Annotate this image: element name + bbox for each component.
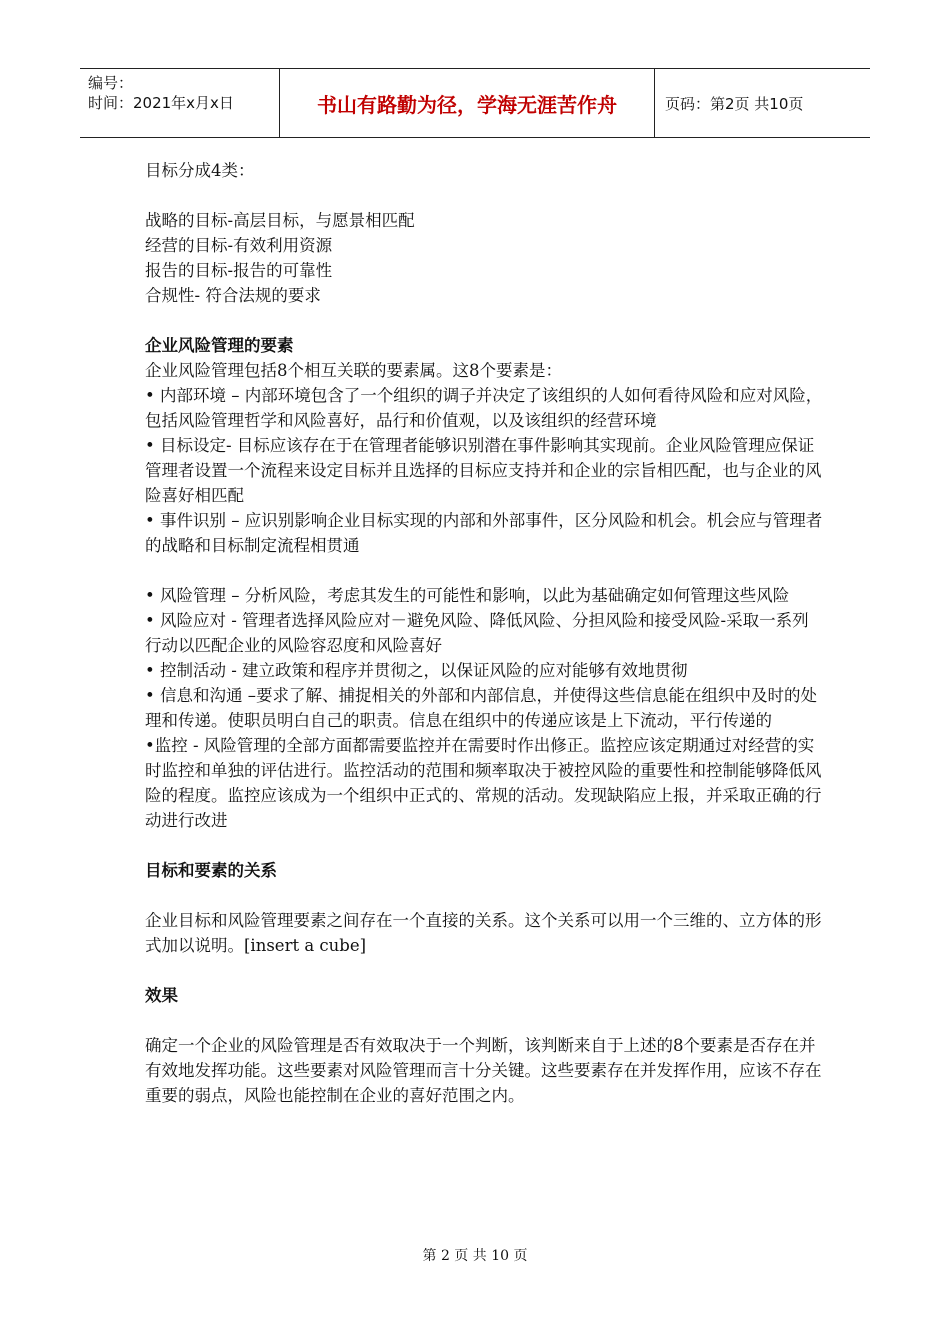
- number-label: 编号：: [88, 74, 134, 92]
- time-label: 时间：2021年x月x日: [88, 94, 234, 112]
- objective-item: 报告的目标-报告的可靠性: [145, 261, 333, 280]
- objective-item: 战略的目标-高层目标，与愿景相匹配: [145, 211, 415, 230]
- element-item: • 风险管理 – 分析风险，考虑其发生的可能性和影响，以此为基础确定如何管理这些风险: [145, 586, 790, 605]
- element-item: • 控制活动 - 建立政策和程序并贯彻之，以保证风险的应对能够有效地贯彻: [145, 661, 688, 680]
- objectives-intro: 目标分成4类：: [145, 161, 255, 180]
- document-body: [145, 158, 825, 1108]
- page-footer: 第 2 页 共 10 页: [422, 1248, 528, 1264]
- section-heading-elements: 企业风险管理的要素: [145, 336, 294, 355]
- section-heading-effect: 效果: [145, 986, 178, 1005]
- objective-item: 合规性- 符合法规的要求: [145, 286, 321, 305]
- header-meta: [80, 69, 280, 137]
- element-item: • 目标设定- 目标应该存在于在管理者能够识别潜在事件影响其实现前。企业风险管理应保证管理者设置一个流程来设定目标并且选择的目标应支持并和企业的宗旨相匹配，也与企业的风险喜好相匹配: [145, 436, 822, 505]
- elements-intro: 企业风险管理包括8个相互关联的要素属。这8个要素是：: [145, 361, 562, 380]
- element-item: • 事件识别 – 应识别影响企业目标实现的内部和外部事件，区分风险和机会。机会应与管理者的战略和目标制定流程相贯通: [145, 511, 823, 555]
- header-page-number: 页码：第2页 共10页: [665, 94, 804, 113]
- section-heading-relation: 目标和要素的关系: [145, 861, 277, 880]
- element-item: •监控 - 风险管理的全部方面都需要监控并在需要时作出修正。监控应该定期通过对经营的实时监控和单独的评估进行。监控活动的范围和频率取决于被控风险的重要性和控制能够降低风险的程度。监控应该成为一个组织中正式的、常规的活动。发现缺陷应上报，并采取正确的行动进行改进: [145, 736, 822, 830]
- element-item: • 信息和沟通 –要求了解、捕捉相关的外部和内部信息，并使得这些信息能在组织中及时的处理和传递。使职员明白自己的职责。信息在组织中的传递应该是上下流动，平行传递的: [145, 686, 817, 730]
- element-item: • 内部环境 – 内部环境包含了一个组织的调子并决定了该组织的人如何看待风险和应对风险，包括风险管理哲学和风险喜好，品行和价值观，以及该组织的经营环境: [145, 386, 823, 430]
- relation-paragraph: 企业目标和风险管理要素之间存在一个直接的关系。这个关系可以用一个三维的、立方体的形式加以说明。[insert a cube]: [145, 911, 822, 955]
- page-header: [80, 68, 870, 138]
- header-motto: 书山有路勤为径，学海无涯苦作舟: [280, 69, 655, 137]
- objective-item: 经营的目标-有效利用资源: [145, 236, 333, 255]
- element-item: • 风险应对 - 管理者选择风险应对－避免风险、降低风险、分担风险和接受风险-采取一系列行动以匹配企业的风险容忍度和风险喜好: [145, 611, 809, 655]
- effect-paragraph: 确定一个企业的风险管理是否有效取决于一个判断，该判断来自于上述的8个要素是否存在并有效地发挥功能。这些要素对风险管理而言十分关键。这些要素存在并发挥作用，应该不存在重要的弱点，风险也能控制在企业的喜好范围之内。: [145, 1036, 822, 1105]
